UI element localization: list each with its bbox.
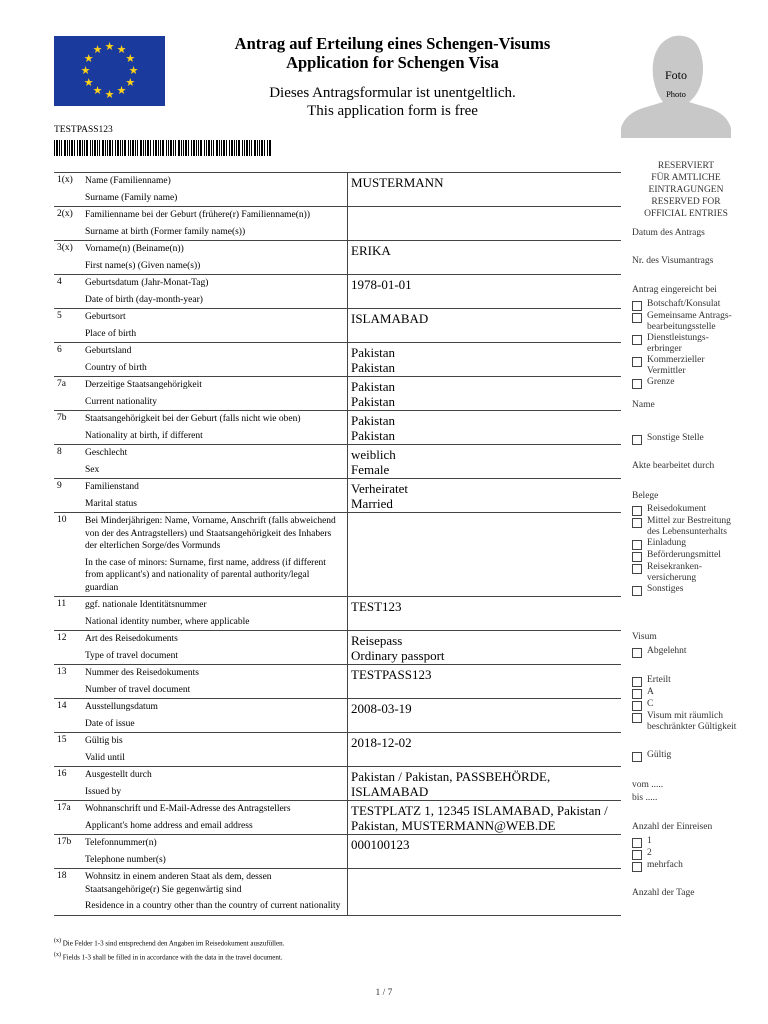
barcode-bar — [102, 140, 104, 156]
barcode-bar — [259, 140, 260, 156]
label-de: Wohnanschrift und E-Mail-Adresse des Antragstellers — [85, 804, 291, 814]
document-option[interactable]: Reisedokument — [632, 504, 750, 516]
row-number: 17a — [54, 801, 83, 835]
barcode-bar — [244, 140, 245, 156]
label-en: First name(s) (Given name(s)) — [85, 260, 201, 271]
row-label — [83, 343, 348, 377]
barcode-bar — [90, 140, 91, 156]
document-option[interactable]: Mittel zur Bestreitung des Lebensunterhalts — [632, 516, 750, 538]
label-de: Staatsangehörigkeit bei der Geburt (falls nicht wie oben) — [85, 414, 301, 424]
barcode-bar — [117, 140, 119, 156]
label-de: Ausgestellt durch — [85, 770, 152, 780]
barcode-bar — [216, 140, 218, 156]
row-value[interactable]: 1978-01-01 — [348, 275, 622, 309]
entries-options — [632, 836, 750, 872]
barcode-bar — [178, 140, 180, 156]
checkbox[interactable] — [632, 701, 642, 711]
row-number: 16 — [54, 767, 83, 801]
label-de: Telefonnummer(n) — [85, 838, 157, 848]
barcode-bar — [79, 140, 81, 156]
barcode-bar — [221, 140, 222, 156]
barcode-bar — [140, 140, 142, 156]
row-value[interactable]: ERIKA — [348, 241, 622, 275]
row-label — [83, 665, 348, 699]
barcode-bar — [173, 140, 174, 156]
footnote-mark: (x) — [54, 938, 61, 944]
form-row — [54, 479, 621, 513]
label-de: Familienname bei der Geburt (frühere(r) Familienname(n)) — [85, 210, 311, 220]
barcode-bar — [59, 140, 60, 156]
label-en: Date of issue — [85, 718, 135, 729]
row-label — [83, 835, 348, 869]
submitted-at-option[interactable]: Grenze — [632, 377, 750, 389]
label-en: In the case of minors: Surname, first name, address (if different from applicant's) and nationality of parental authority/legal guardian — [85, 557, 326, 593]
checkbox[interactable] — [632, 435, 642, 445]
label-en: Marital status — [85, 498, 137, 509]
form-row — [54, 241, 621, 275]
row-value[interactable] — [348, 869, 622, 916]
barcode-bar — [204, 140, 205, 156]
barcode-bar — [69, 140, 70, 156]
other-office-option[interactable]: Sonstige Stelle — [632, 433, 750, 445]
barcode-bar — [84, 140, 85, 156]
row-number: 1(x) — [54, 173, 83, 207]
barcode-bar — [183, 140, 184, 156]
checkbox[interactable] — [632, 838, 642, 848]
barcode-bar — [231, 140, 233, 156]
photo-placeholder-icon — [621, 32, 731, 138]
label-en: Telephone number(s) — [85, 854, 166, 865]
row-value[interactable]: TEST123 — [348, 597, 622, 631]
checkbox[interactable] — [632, 677, 642, 687]
photo-sublabel: Photo — [666, 89, 686, 99]
checkbox[interactable] — [632, 648, 642, 658]
barcode-bar — [64, 140, 66, 156]
row-label — [83, 241, 348, 275]
row-value[interactable]: weiblich Female — [348, 445, 622, 479]
barcode-bar — [196, 140, 197, 156]
label-de: Geburtsland — [85, 346, 132, 356]
barcode-bar — [56, 140, 58, 156]
label-en: Sex — [85, 464, 100, 475]
visa-number-label: Nr. des Visumantrags — [632, 256, 714, 266]
barcode-bar — [105, 140, 106, 156]
row-label — [83, 767, 348, 801]
barcode-bar — [246, 140, 248, 156]
form-row — [54, 275, 621, 309]
barcode-bar — [67, 140, 68, 156]
star-icon: ★ — [104, 88, 115, 101]
barcode-bar — [219, 140, 220, 156]
barcode-bar — [132, 140, 134, 156]
barcode-bar — [74, 140, 75, 156]
passport-code: TESTPASS123 — [54, 125, 113, 135]
star-icon: ★ — [104, 40, 115, 53]
visa-label: Visum — [632, 632, 657, 642]
barcode-bar — [143, 140, 144, 156]
reserved-heading: RESERVIERT FÜR AMTLICHE EINTRAGUNGEN RESERVED FOR OFFICIAL ENTRIES — [644, 161, 728, 219]
barcode-bar — [269, 140, 271, 156]
barcode-bar — [162, 140, 164, 156]
label-en: Residence in a country other than the country of current nationality — [85, 901, 341, 911]
barcode-bar — [120, 140, 121, 156]
checkbox[interactable] — [632, 752, 642, 762]
barcode-bar — [137, 140, 138, 156]
row-number: 7a — [54, 377, 83, 411]
barcode-bar — [97, 140, 98, 156]
row-value[interactable]: Pakistan Pakistan — [348, 377, 622, 411]
label-en: National identity number, where applicable — [85, 616, 250, 627]
barcode-bar — [109, 140, 111, 156]
application-date-label: Datum des Antrags — [632, 228, 705, 238]
barcode-bar — [71, 140, 73, 156]
barcode-bar — [236, 140, 237, 156]
barcode-bar — [223, 140, 225, 156]
valid-from-label: vom ..... — [632, 780, 664, 790]
row-label — [83, 445, 348, 479]
row-label — [83, 869, 348, 916]
row-label — [83, 597, 348, 631]
refused-option[interactable]: Abgelehnt — [632, 646, 750, 658]
barcode-bar — [158, 140, 159, 156]
barcode-bar — [155, 140, 157, 156]
checkbox[interactable] — [632, 552, 642, 562]
barcode-bar — [206, 140, 207, 156]
submitted-at-option[interactable]: Kommerzieller Vermittler — [632, 355, 750, 377]
form-row — [54, 631, 621, 665]
row-number: 8 — [54, 445, 83, 479]
barcode-bar — [257, 140, 258, 156]
form-row — [54, 343, 621, 377]
barcode-bar — [168, 140, 169, 156]
barcode-bar — [251, 140, 252, 156]
checkbox[interactable] — [632, 301, 642, 311]
label-en: Issued by — [85, 786, 122, 797]
star-icon: ★ — [128, 64, 139, 77]
documents-label: Belege — [632, 491, 659, 501]
label-en: Surname at birth (Former family name(s)) — [85, 226, 246, 237]
row-number: 9 — [54, 479, 83, 513]
issued-option[interactable]: Visum mit räumlich beschränkter Gültigkeit — [632, 711, 750, 733]
form-row — [54, 377, 621, 411]
checkbox[interactable] — [632, 586, 642, 596]
label-en: Type of travel document — [85, 650, 178, 661]
form-row — [54, 665, 621, 699]
barcode-bar — [86, 140, 88, 156]
handled-by-label: Akte bearbeitet durch — [632, 461, 715, 471]
barcode-bar — [61, 140, 62, 156]
label-en: Current nationality — [85, 396, 158, 407]
checkbox[interactable] — [632, 540, 642, 550]
row-number: 12 — [54, 631, 83, 665]
page-number: 1 / 7 — [375, 988, 393, 998]
barcode-bar — [181, 140, 182, 156]
label-de: Geburtsdatum (Jahr-Monat-Tag) — [85, 278, 209, 288]
star-icon: ★ — [125, 52, 136, 65]
checkbox[interactable] — [632, 379, 642, 389]
barcode-bar — [160, 140, 161, 156]
barcode-bar — [229, 140, 230, 156]
form-row — [54, 173, 621, 207]
row-number: 7b — [54, 411, 83, 445]
label-en: Country of birth — [85, 362, 147, 373]
row-number: 3(x) — [54, 241, 83, 275]
submitted-at-option[interactable]: Botschaft/Konsulat — [632, 299, 750, 311]
star-icon: ★ — [83, 52, 94, 65]
barcode-bar — [175, 140, 176, 156]
valid-option[interactable]: Gültig — [632, 750, 750, 762]
row-value[interactable]: ISLAMABAD — [348, 309, 622, 343]
barcode-bar — [130, 140, 131, 156]
star-icon: ★ — [125, 76, 136, 89]
row-label — [83, 479, 348, 513]
label-de: Familienstand — [85, 482, 139, 492]
form-row — [54, 309, 621, 343]
checkbox[interactable] — [632, 564, 642, 574]
checkbox[interactable] — [632, 313, 642, 323]
barcode-bar — [261, 140, 263, 156]
issued-option[interactable]: A — [632, 687, 750, 699]
entries-option[interactable]: 2 — [632, 848, 750, 860]
row-label — [83, 173, 348, 207]
row-value[interactable]: Verheiratet Married — [348, 479, 622, 513]
label-de: Gültig bis — [85, 736, 123, 746]
row-label — [83, 377, 348, 411]
barcode-bar — [193, 140, 195, 156]
row-value[interactable] — [348, 513, 622, 597]
checkbox[interactable] — [632, 689, 642, 699]
row-label — [83, 309, 348, 343]
barcode-bar — [208, 140, 210, 156]
barcode-bar — [77, 140, 78, 156]
label-de: Ausstellungsdatum — [85, 702, 158, 712]
form-row — [54, 699, 621, 733]
barcode-bar — [185, 140, 187, 156]
label-de: ggf. nationale Identitätsnummer — [85, 600, 207, 610]
barcode-bar — [99, 140, 100, 156]
checkbox[interactable] — [632, 713, 642, 723]
issued-options — [632, 675, 750, 733]
barcode-bar — [238, 140, 240, 156]
star-icon: ★ — [80, 64, 91, 77]
form-row — [54, 597, 621, 631]
label-en: Applicant's home address and email address — [85, 820, 253, 831]
checkbox[interactable] — [632, 862, 642, 872]
title-en: Application for Schengen Visa — [286, 53, 499, 72]
title-de: Antrag auf Erteilung eines Schengen-Visums — [234, 34, 551, 53]
row-number: 5 — [54, 309, 83, 343]
barcode-bar — [170, 140, 172, 156]
barcode-bar — [115, 140, 116, 156]
row-number: 18 — [54, 869, 83, 916]
label-en: Valid until — [85, 752, 125, 763]
free-notice-de: Dieses Antragsformular ist unentgeltlich. — [269, 85, 516, 101]
row-number: 13 — [54, 665, 83, 699]
photo-label: Foto — [664, 68, 687, 82]
label-en: Date of birth (day-month-year) — [85, 294, 203, 305]
row-value[interactable]: Pakistan / Pakistan, PASSBEHÖRDE, ISLAMABAD — [348, 767, 622, 801]
submitted-at-label: Antrag eingereicht bei — [632, 285, 717, 295]
barcode-bar — [92, 140, 93, 156]
form-row — [54, 513, 621, 597]
barcode-bar — [211, 140, 212, 156]
star-icon: ★ — [116, 85, 127, 98]
barcode — [54, 140, 272, 156]
label-de: Wohnsitz in einem anderen Staat als dem, dessen Staatsangehörige(r) Sie gegenwärtig sind — [85, 872, 272, 895]
checkbox[interactable] — [632, 518, 642, 528]
barcode-bar — [147, 140, 149, 156]
row-number: 2(x) — [54, 207, 83, 241]
free-notice — [180, 84, 605, 120]
label-de: Geburtsort — [85, 312, 126, 322]
barcode-bar — [166, 140, 167, 156]
label-en: Place of birth — [85, 328, 137, 339]
barcode-bar — [82, 140, 83, 156]
form-row — [54, 207, 621, 241]
label-de: Geschlecht — [85, 448, 128, 458]
checkbox[interactable] — [632, 506, 642, 516]
barcode-bar — [188, 140, 189, 156]
row-label — [83, 411, 348, 445]
submitted-at-option[interactable]: Dienstleistungs- erbringer — [632, 333, 750, 355]
application-form-table — [54, 172, 621, 916]
barcode-bar — [94, 140, 96, 156]
barcode-bar — [135, 140, 136, 156]
barcode-bar — [112, 140, 113, 156]
barcode-bar — [122, 140, 123, 156]
footnote-mark: (x) — [54, 952, 61, 958]
submitted-at-option[interactable]: Gemeinsame Antrags- bearbeitungsstelle — [632, 311, 750, 333]
name-label: Name — [632, 400, 655, 410]
barcode-bar — [145, 140, 146, 156]
checkbox[interactable] — [632, 335, 642, 345]
barcode-bar — [234, 140, 235, 156]
form-row — [54, 767, 621, 801]
barcode-bar — [128, 140, 129, 156]
row-number: 14 — [54, 699, 83, 733]
entries-option[interactable]: 1 — [632, 836, 750, 848]
label-de: Art des Reisedokuments — [85, 634, 178, 644]
row-value[interactable]: Pakistan Pakistan — [348, 343, 622, 377]
barcode-bar — [198, 140, 199, 156]
barcode-bar — [150, 140, 151, 156]
row-value[interactable]: TESTPLATZ 1, 12345 ISLAMABAD, Pakistan / Pakistan, MUSTERMANN@WEB.DE — [348, 801, 622, 835]
documents-options — [632, 504, 750, 596]
row-value[interactable] — [348, 207, 622, 241]
label-de: Bei Minderjährigen: Name, Vorname, Anschrift (falls abweichend von der des Antragstellers) und Staatsangehörigkeit des Inhabers der elterlichen Sorge/des Vormunds — [85, 516, 336, 551]
form-row — [54, 801, 621, 835]
label-en: Number of travel document — [85, 684, 191, 695]
barcode-bar — [242, 140, 243, 156]
row-value[interactable]: 2018-12-02 — [348, 733, 622, 767]
form-row — [54, 733, 621, 767]
checkbox[interactable] — [632, 357, 642, 367]
star-icon: ★ — [92, 85, 103, 98]
entries-option[interactable]: mehrfach — [632, 860, 750, 872]
row-label — [83, 513, 348, 597]
label-de: Vorname(n) (Beiname(n)) — [85, 244, 184, 254]
free-notice-en: This application form is free — [307, 103, 478, 119]
row-value[interactable]: 000100123 — [348, 835, 622, 869]
eu-flag-logo — [54, 36, 165, 106]
barcode-bar — [226, 140, 227, 156]
row-number: 11 — [54, 597, 83, 631]
document-option[interactable]: Einladung — [632, 538, 750, 550]
row-label — [83, 801, 348, 835]
row-value[interactable]: TESTPASS123 — [348, 665, 622, 699]
label-de: Name (Familienname) — [85, 176, 171, 186]
row-value[interactable]: Pakistan Pakistan — [348, 411, 622, 445]
barcode-bar — [213, 140, 214, 156]
barcode-bar — [264, 140, 265, 156]
document-option[interactable]: Beförderungsmittel — [632, 550, 750, 562]
barcode-bar — [191, 140, 192, 156]
label-de: Nummer des Reisedokuments — [85, 668, 199, 678]
row-value[interactable]: MUSTERMANN — [348, 173, 622, 207]
row-label — [83, 631, 348, 665]
barcode-bar — [54, 140, 55, 156]
barcode-bar — [153, 140, 154, 156]
barcode-bar — [249, 140, 250, 156]
star-icon: ★ — [92, 43, 103, 56]
row-value[interactable]: Reisepass Ordinary passport — [348, 631, 622, 665]
row-label — [83, 699, 348, 733]
star-icon: ★ — [116, 43, 127, 56]
row-number: 4 — [54, 275, 83, 309]
barcode-bar — [200, 140, 202, 156]
row-label — [83, 207, 348, 241]
barcode-bar — [254, 140, 256, 156]
row-number: 10 — [54, 513, 83, 597]
label-en: Surname (Family name) — [85, 192, 178, 203]
row-number: 15 — [54, 733, 83, 767]
row-number: 17b — [54, 835, 83, 869]
form-row — [54, 835, 621, 869]
label-de: Derzeitige Staatsangehörigkeit — [85, 380, 202, 390]
barcode-bar — [267, 140, 268, 156]
page-title — [180, 34, 605, 72]
barcode-bar — [124, 140, 126, 156]
form-row — [54, 445, 621, 479]
entries-label: Anzahl der Einreisen — [632, 822, 713, 832]
row-label — [83, 733, 348, 767]
checkbox[interactable] — [632, 850, 642, 860]
barcode-bar — [107, 140, 108, 156]
valid-to-label: bis ..... — [632, 793, 658, 803]
star-icon: ★ — [83, 76, 94, 89]
document-option[interactable]: Sonstiges — [632, 584, 750, 596]
row-value[interactable]: 2008-03-19 — [348, 699, 622, 733]
row-label — [83, 275, 348, 309]
issued-option[interactable]: C — [632, 699, 750, 711]
row-number: 6 — [54, 343, 83, 377]
form-row — [54, 411, 621, 445]
footnote-en: $^{(x)}$ Fields 1-3 shall be filled in in accordance with the data in the travel document. — [54, 952, 283, 962]
label-en: Nationality at birth, if different — [85, 430, 203, 441]
footnote-de: $^{(x)}$ Die Felder 1-3 sind entsprechend den Angaben im Reisedokument auszufüllen. — [54, 938, 285, 948]
submitted-at-options — [632, 299, 750, 389]
days-label: Anzahl der Tage — [632, 888, 695, 898]
document-option[interactable]: Reisekranken- versicherung — [632, 562, 750, 584]
issued-option[interactable]: Erteilt — [632, 675, 750, 687]
form-row — [54, 869, 621, 916]
